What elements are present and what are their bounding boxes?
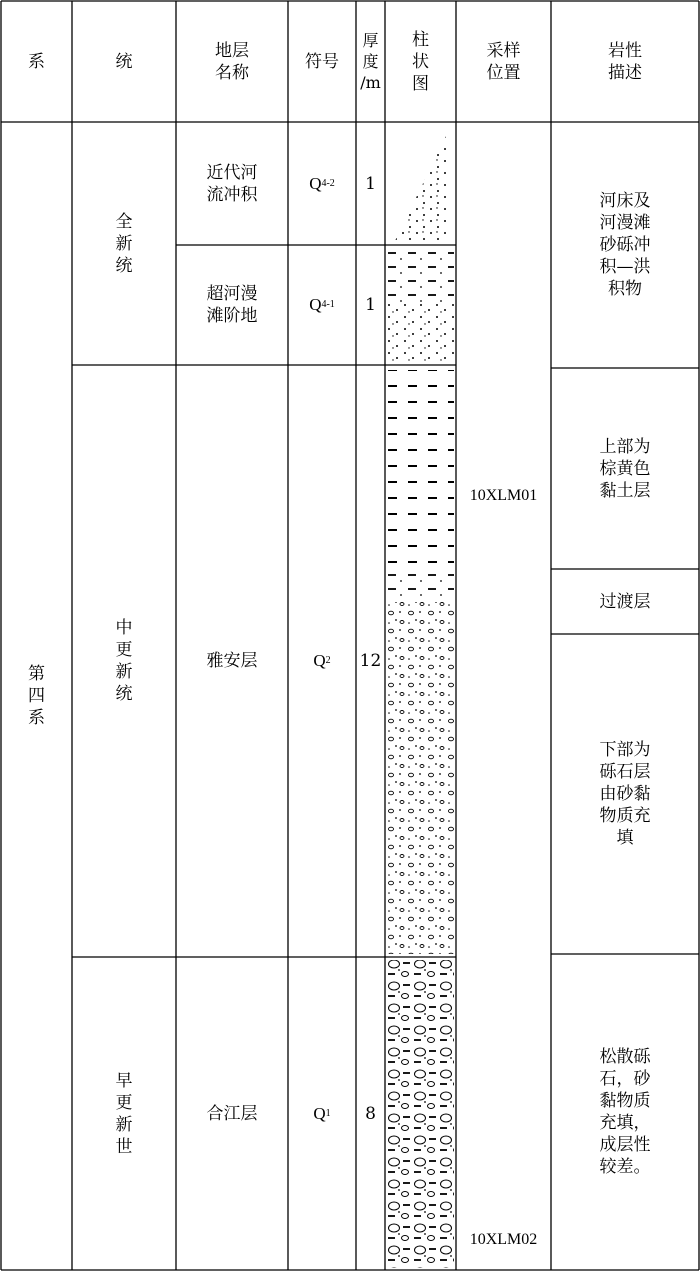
series-char: 统: [115, 684, 133, 704]
lithology-q2-upper: [551, 368, 699, 569]
thickness-q1: [356, 957, 385, 1270]
layer-name-q1: [176, 957, 288, 1270]
layer-name-line: 流冲积: [206, 184, 258, 205]
series-char: 更: [115, 640, 133, 660]
lithologic-column: [386, 122, 456, 1270]
lithology-line: 黏土层: [599, 480, 651, 501]
layer-name-line: 近代河: [206, 162, 258, 183]
lithology-q1: [551, 954, 699, 1270]
header-lithology: [551, 1, 699, 122]
symbol-q2: [288, 365, 356, 957]
header-layer-name-line: 地层: [215, 40, 249, 61]
system-char: 四: [28, 686, 45, 706]
series-char: 全: [115, 211, 133, 232]
lithology-line: 石，砂: [599, 1069, 651, 1089]
thickness-value: 1: [365, 295, 376, 315]
thickness-q42: [356, 122, 385, 245]
symbol-letter: Q: [313, 651, 326, 670]
lithology-line: 棕黄色: [599, 458, 651, 479]
header-thickness-line: 度: [362, 52, 379, 71]
header-series: [72, 1, 176, 122]
system-cell: [1, 122, 72, 1270]
layer-name-line: 超河漫: [206, 284, 258, 304]
system-char: 系: [28, 708, 45, 728]
lithology-q2-transition: [551, 569, 699, 634]
lithology-line: 砾石层: [599, 762, 651, 782]
series-char: 新: [115, 1114, 133, 1135]
thickness-value: 12: [359, 651, 382, 671]
system-char: 第: [28, 664, 45, 684]
lithology-line: 松散砾: [599, 1047, 651, 1067]
series-char: 统: [115, 255, 133, 276]
layer-name-line: 合江层: [206, 1103, 258, 1124]
header-lithology-line: 描述: [608, 62, 642, 83]
series-char: 新: [115, 662, 133, 682]
header-column-line: 柱: [412, 29, 429, 50]
header-symbol-text: 符号: [305, 51, 339, 72]
sample-id: 10XLM02: [469, 1231, 538, 1248]
lithology-line: 砂砾冲: [599, 235, 651, 255]
series-char: 世: [115, 1136, 133, 1157]
series-char: 中: [115, 618, 133, 638]
header-thickness: [356, 1, 385, 122]
symbol-q1: [288, 957, 356, 1270]
header-layer-name: [176, 1, 288, 122]
lithology-line: 物质充: [599, 806, 651, 826]
lithology-line: 填: [616, 828, 634, 848]
lithology-line: 上部为: [599, 436, 651, 457]
lithology-line: 充填，: [599, 1113, 651, 1133]
symbol-q42: [288, 122, 356, 245]
layer-name-q41: [176, 245, 288, 365]
header-column: [385, 1, 456, 122]
layer-name-line: 滩阶地: [206, 306, 258, 326]
header-sample-line: 采样: [486, 40, 521, 61]
layer-name-line: 雅安层: [206, 651, 258, 671]
header-thickness-line: /m: [360, 73, 381, 92]
lithology-line: 积—洪: [599, 257, 651, 277]
header-sample-line: 位置: [486, 62, 521, 83]
lithology-line: 黏物质: [599, 1091, 651, 1111]
thickness-q2: [356, 365, 385, 957]
header-column-line: 图: [412, 73, 429, 94]
sample-id: 10XLM01: [469, 487, 538, 504]
thickness-value: 1: [365, 173, 376, 194]
layer-name-q42: [176, 122, 288, 245]
lithology-line: 过渡层: [599, 591, 651, 612]
lithology-line: 成层性: [599, 1135, 651, 1155]
thickness-q41: [356, 245, 385, 365]
lithology-q2-lower: [551, 634, 699, 954]
series-middle-pleistocene: [72, 365, 176, 957]
symbol-letter: Q: [313, 1103, 326, 1123]
header-system: [1, 1, 72, 122]
symbol-letter: Q: [309, 173, 322, 193]
header-thickness-line: 厚: [362, 31, 379, 50]
symbol-letter: Q: [309, 295, 322, 314]
header-lithology-line: 岩性: [608, 40, 642, 61]
header-system-text: 系: [28, 51, 45, 72]
layer-name-q2: [176, 365, 288, 957]
symbol-q41: [288, 245, 356, 365]
header-series-text: 统: [115, 51, 133, 72]
header-sample: [456, 1, 551, 122]
lithology-line: 由砂黏: [599, 784, 651, 804]
symbol-subscript: 1: [325, 1107, 331, 1119]
series-char: 新: [115, 233, 133, 254]
header-layer-name-line: 名称: [215, 62, 249, 83]
series-char: 早: [115, 1070, 133, 1091]
header-symbol: [288, 1, 356, 122]
header-column-line: 状: [412, 51, 429, 72]
symbol-subscript: 4-2: [321, 177, 335, 189]
lithology-line: 下部为: [599, 740, 651, 760]
series-holocene: [72, 122, 176, 365]
symbol-subscript: 4-1: [321, 299, 335, 310]
lithology-line: 较差。: [599, 1157, 651, 1177]
sample-position-1: [456, 484, 551, 508]
series-early-pleistocene: [72, 957, 176, 1270]
symbol-subscript: 2: [325, 655, 331, 666]
sample-position-2: [456, 1228, 551, 1252]
lithology-line: 河床及: [599, 191, 651, 211]
lithology-line: 河漫滩: [599, 213, 651, 233]
lithology-holocene: [551, 122, 699, 368]
lithology-line: 积物: [608, 279, 642, 299]
thickness-value: 8: [365, 1103, 376, 1124]
series-char: 更: [115, 1092, 133, 1113]
